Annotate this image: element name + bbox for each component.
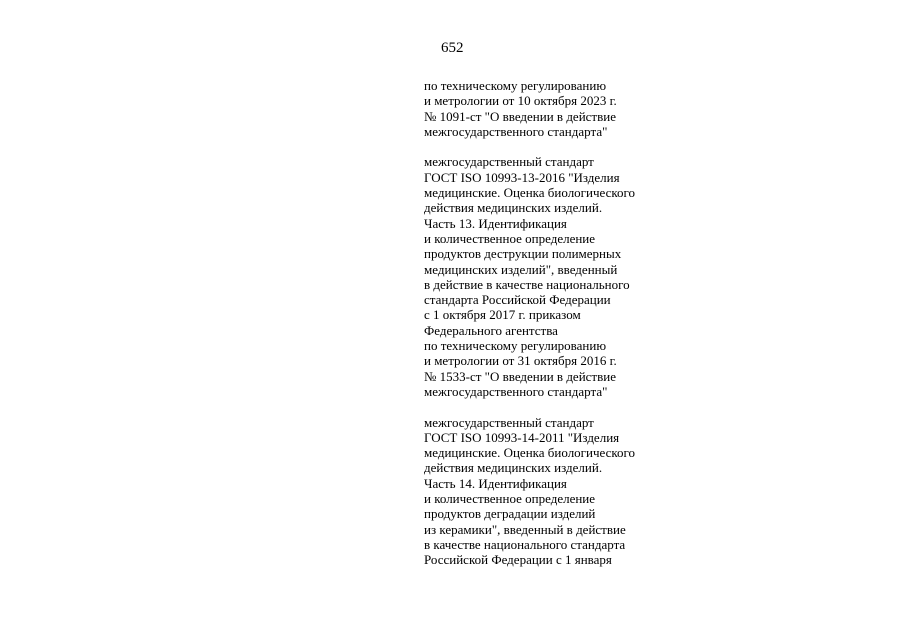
text-line: с 1 октября 2017 г. приказом <box>424 307 581 323</box>
text-line: медицинские. Оценка биологического <box>424 445 636 461</box>
text-line: межгосударственный стандарт <box>424 414 594 430</box>
text-line: межгосударственного стандарта" <box>424 123 608 139</box>
document-text-column <box>424 78 684 568</box>
text-line: межгосударственный стандарт <box>424 154 594 170</box>
text-line: Федерального агентства <box>424 322 558 338</box>
text-line: медицинские. Оценка биологического <box>424 185 636 201</box>
text-line: медицинских изделий", введенный <box>424 261 618 277</box>
text-line: по техническому регулированию <box>424 338 607 354</box>
text-line: Часть 13. Идентификация <box>424 215 567 231</box>
text-line: ГОСТ ISO 10993-14-2011 "Изделия <box>424 429 620 445</box>
paragraph-gost-order-continuation <box>424 78 684 139</box>
text-line: № 1091-ст "О введении в действие <box>424 108 616 124</box>
text-line: и метрологии от 10 октября 2023 г. <box>424 93 617 109</box>
text-line: продуктов деструкции полимерных <box>424 246 622 262</box>
text-line: продуктов деградации изделий <box>424 506 596 522</box>
text-line: действия медицинских изделий. <box>424 460 603 476</box>
text-line: № 1533-ст "О введении в действие <box>424 368 616 384</box>
text-line: действия медицинских изделий. <box>424 200 603 216</box>
paragraph-gost-iso-10993-13 <box>424 154 684 399</box>
text-line: межгосударственного стандарта" <box>424 383 608 399</box>
text-line: в действие в качестве национального <box>424 276 630 292</box>
text-line: Российской Федерации с 1 января <box>424 552 612 568</box>
text-line: из керамики", введенный в действие <box>424 521 626 537</box>
text-line: и количественное определение <box>424 491 596 507</box>
text-line: в качестве национального стандарта <box>424 536 626 552</box>
text-line: по техническому регулированию <box>424 78 607 93</box>
text-line: ГОСТ ISO 10993-13-2016 "Изделия <box>424 169 620 185</box>
text-line: Часть 14. Идентификация <box>424 475 567 491</box>
text-line: и метрологии от 31 октября 2016 г. <box>424 353 617 369</box>
text-line: и количественное определение <box>424 230 596 246</box>
paragraph-gost-iso-10993-14 <box>424 415 684 568</box>
page-number: 652 <box>441 40 464 56</box>
text-line: стандарта Российской Федерации <box>424 292 611 308</box>
